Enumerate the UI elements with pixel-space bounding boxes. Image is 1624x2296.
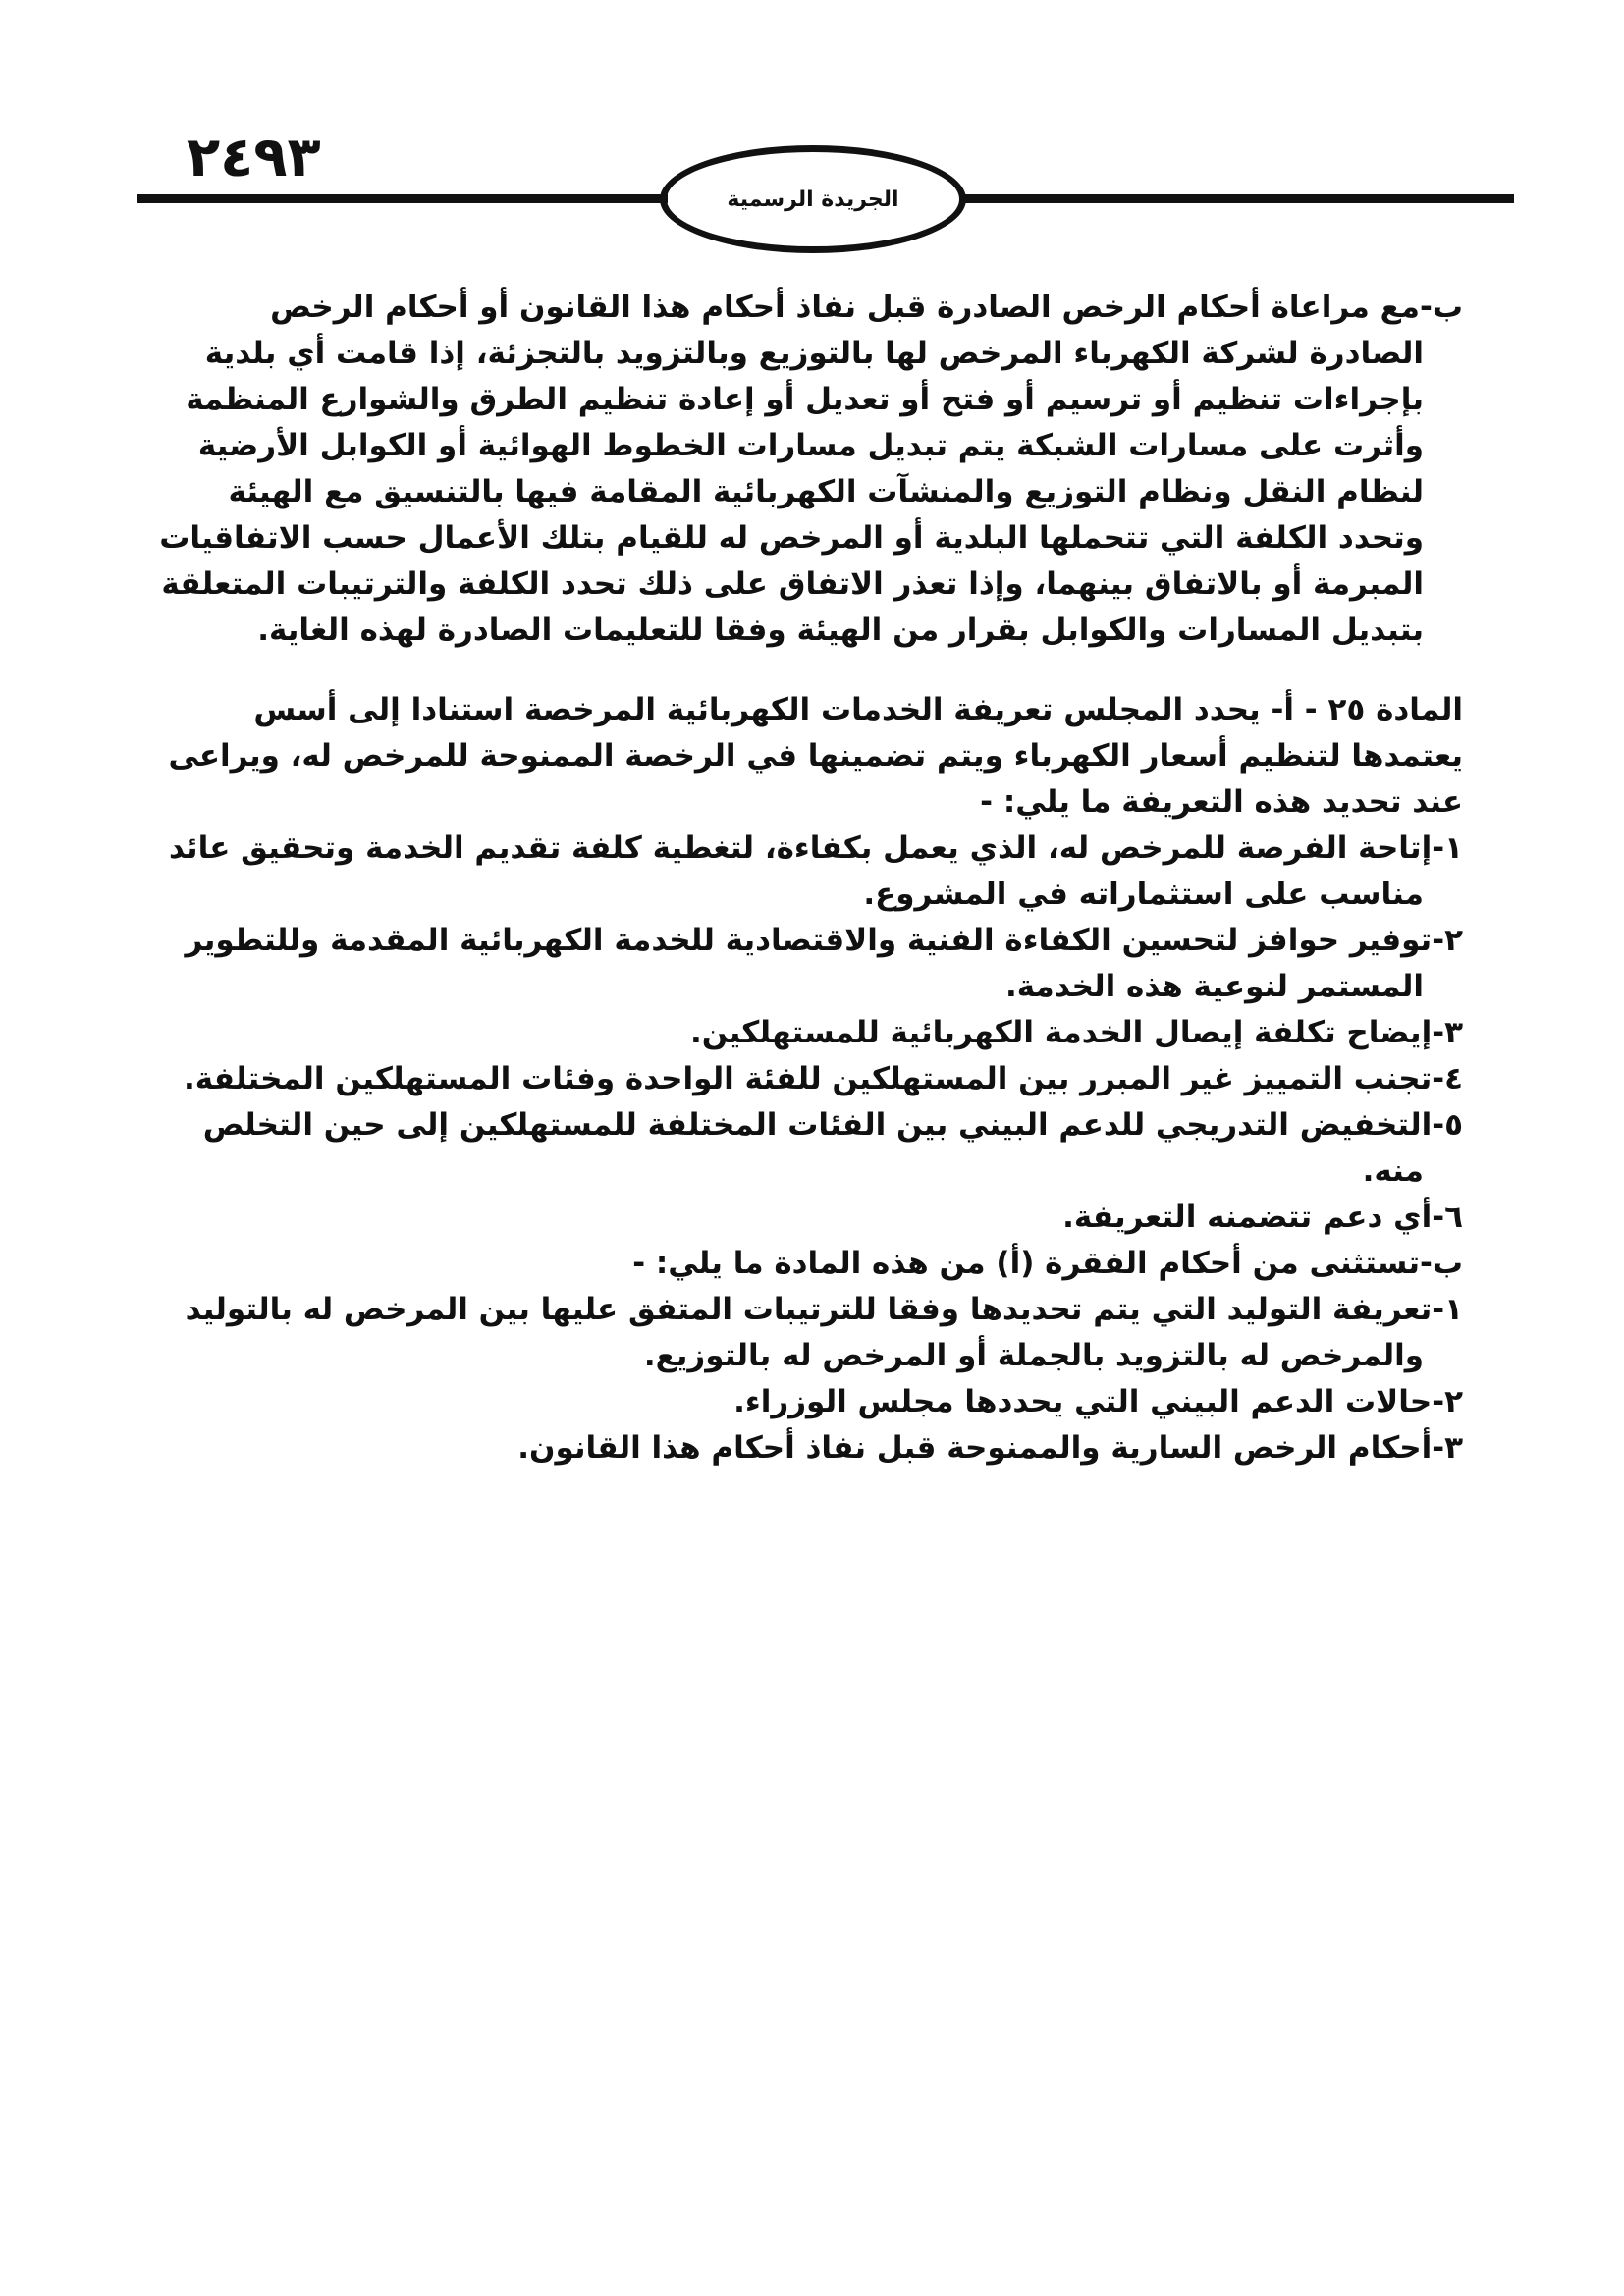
clause-a-item: ٢-توفير حوافز لتحسين الكفاءة الفنية والاقتصادية للخدمة الكهربائية المقدمة وللتطوير المستمر لنوعية هذه الخدمة. xyxy=(185,923,1463,1004)
clause-b-items xyxy=(147,1287,1463,1471)
document-body xyxy=(147,285,1463,1471)
clause-b-previous-article xyxy=(147,285,1463,654)
clause-b-item: ٢-حالات الدعم البيني التي يحددها مجلس الوزراء. xyxy=(733,1384,1463,1419)
article-25-clause-b-intro: ب-تستثنى من أحكام الفقرة (أ) من هذه المادة ما يلي: - xyxy=(632,1246,1463,1281)
clause-a-item: ٤-تجنب التمييز غير المبرر بين المستهلكين للفئة الواحدة وفئات المستهلكين المختلفة. xyxy=(183,1061,1463,1096)
page-number: ٢٤٩٣ xyxy=(187,126,321,189)
article-25-clause-a-text: أ- يحدد المجلس تعريفة الخدمات الكهربائية المرخصة استنادا إلى أسس يعتمدها لتنظيم أسعار الكهرباء ويتم تضمينها في الرخصة الممنوحة للمرخص له، ويراعى عند تحديد هذه التعريفة ما يلي: - xyxy=(168,692,1463,820)
masthead-title: الجريدة الرسمية xyxy=(727,187,899,212)
clause-a-item: ٣-إيضاح تكلفة إيصال الخدمة الكهربائية للمستهلكين. xyxy=(689,1015,1463,1050)
clause-a-item: ٥-التخفيض التدريجي للدعم البيني بين الفئات المختلفة للمستهلكين إلى حين التخلص منه. xyxy=(202,1107,1463,1189)
clause-a-item: ١-إتاحة الفرصة للمرخص له، الذي يعمل بكفاءة، لتغطية كلفة تقديم الخدمة وتحقيق عائد مناسب على استثماراته في المشروع. xyxy=(169,830,1463,912)
article-25-heading: المادة ٢٥ - xyxy=(1304,692,1463,727)
clause-b-item: ٣-أحكام الرخص السارية والممنوحة قبل نفاذ أحكام هذا القانون. xyxy=(517,1430,1463,1466)
article-25 xyxy=(147,687,1463,1471)
header-rule-left xyxy=(137,194,668,203)
article-25-clause-a-intro xyxy=(147,687,1463,826)
header-rule-right xyxy=(962,194,1514,203)
section-gap xyxy=(147,654,1463,687)
clause-b-text: ب-مع مراعاة أحكام الرخص الصادرة قبل نفاذ أحكام هذا القانون أو أحكام الرخص الصادرة لشركة الكهرباء المرخص لها بالتوزيع وبالتزويد بالتجزئة، إذا قامت أي بلدية بإجراءات تنظيم أو ترسيم أو فتح أو تعديل أو إعادة تنظيم الطرق والشوارع المنظمة وأثرت على مسارات الشبكة يتم تبديل مسارات الخطوط الهوائية أو الكوابل الأرضية لنظام النقل ونظام التوزيع والمنشآت الكهربائية المقامة فيها بالتنسيق مع الهيئة وتحدد الكلفة التي تتحملها البلدية أو المرخص له للقيام بتلك الأعمال حسب الاتفاقيات المبرمة أو بالاتفاق بينهما، وإذا تعذر الاتفاق على ذلك تحدد الكلفة والترتيبات المتعلقة بتبديل المسارات والكوابل بقرار من الهيئة وفقا للتعليمات الصادرة لهذه الغاية. xyxy=(159,290,1463,648)
clause-b-item: ١-تعريفة التوليد التي يتم تحديدها وفقا للترتيبات المتفق عليها بين المرخص له بالتوليد والمرخص له بالتزويد بالجملة أو المرخص له بالتوزيع. xyxy=(185,1292,1463,1373)
clause-a-item: ٦-أي دعم تتضمنه التعريفة. xyxy=(1062,1200,1463,1235)
masthead-oval xyxy=(660,145,966,253)
clause-a-items xyxy=(147,826,1463,1241)
